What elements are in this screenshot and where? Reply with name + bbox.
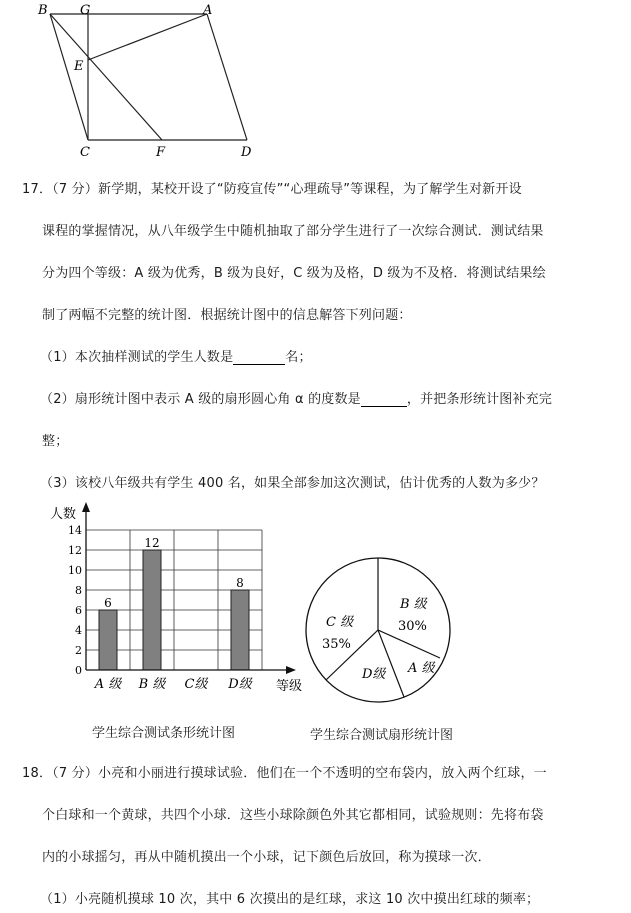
x-tick-label: C级 xyxy=(184,677,208,692)
bar-data-label: 12 xyxy=(144,536,160,550)
point-label-f: F xyxy=(156,145,166,160)
point-label-d: D xyxy=(241,145,252,160)
answer-blank-1[interactable] xyxy=(233,351,285,365)
q18-line-2: 个白球和一个黄球，共四个小球．这些小球除颜色外其它都相同，试验规则：先将布袋 xyxy=(42,808,544,823)
bar xyxy=(99,610,117,670)
pie-chart xyxy=(300,550,480,720)
q17-sub-2-suffix: ，并把条形统计图补充完 xyxy=(406,392,553,407)
y-tick-label: 10 xyxy=(68,564,82,577)
x-tick-label: B 级 xyxy=(138,677,166,692)
y-tick-label: 4 xyxy=(75,624,82,637)
bar-chart-title: 学生综合测试条形统计图 xyxy=(92,726,236,741)
x-tick-label: D级 xyxy=(228,677,252,692)
pie-label-a: A 级 xyxy=(408,661,435,676)
x-tick-label: A 级 xyxy=(94,677,122,692)
segment-ad xyxy=(207,14,247,140)
q17-sub-1 xyxy=(40,346,312,365)
pie-label-c: C 级 xyxy=(326,615,354,630)
y-tick-label: 14 xyxy=(68,524,82,537)
point-label-e: E xyxy=(74,59,84,74)
point-label-a: A xyxy=(203,3,213,18)
pie-value-b: 30% xyxy=(398,619,427,634)
point-label-g: G xyxy=(80,3,91,18)
y-tick-label: 6 xyxy=(75,604,82,617)
q18-line-1: 18．（7 分）小亮和小丽进行摸球试验．他们在一个不透明的空布袋内，放入两个红球，一 xyxy=(22,766,547,781)
bar xyxy=(231,590,249,670)
q17-line-4: 制了两幅不完整的统计图．根据统计图中的信息解答下列问题： xyxy=(42,308,412,323)
y-axis-arrow xyxy=(82,502,90,512)
bar-chart xyxy=(50,500,320,700)
q17-line-1: 17．（7 分）新学期，某校开设了“防疫宣传”“心理疏导”等课程，为了解学生对新开设 xyxy=(22,182,522,197)
bar-data-label: 8 xyxy=(236,576,244,590)
pie-label-b: B 级 xyxy=(400,597,427,612)
y-tick-label: 12 xyxy=(68,544,82,557)
q17-sub-1-text: （1）本次抽样测试的学生人数是 xyxy=(40,350,234,365)
q17-sub-2-cont: 整； xyxy=(42,434,69,449)
segment-ea xyxy=(88,14,207,60)
segment-bf xyxy=(50,14,162,140)
q17-sub-3: （3）该校八年级共有学生 400 名，如果全部参加这次测试，估计优秀的人数为多少？ xyxy=(40,476,545,491)
bar xyxy=(143,550,161,670)
point-label-b: B xyxy=(38,3,48,18)
pie-value-c: 35% xyxy=(322,637,351,652)
y-tick-label: 0 xyxy=(75,664,82,677)
q17-line-2: 课程的掌握情况，从八年级学生中随机抽取了部分学生进行了一次综合测试．测试结果 xyxy=(42,224,544,239)
q18-line-3: 内的小球摇匀，再从中随机摸出一个小球，记下颜色后放回，称为摸球一次． xyxy=(42,850,491,865)
y-tick-label: 8 xyxy=(75,584,82,597)
q17-sub-1-suffix: 名； xyxy=(285,350,312,365)
pie-label-d: D级 xyxy=(362,667,386,682)
y-axis-label: 人数 xyxy=(50,507,77,522)
pie-chart-title: 学生综合测试扇形统计图 xyxy=(310,728,454,743)
point-label-c: C xyxy=(80,145,90,160)
bar-data-label: 6 xyxy=(104,596,112,610)
x-axis-arrow xyxy=(286,666,296,674)
q17-sub-2 xyxy=(40,388,552,407)
geometry-figure xyxy=(0,0,631,165)
q18-sub-1: （1）小亮随机摸球 10 次，其中 6 次摸出的是红球，求这 10 次中摸出红球的频率； xyxy=(40,892,540,907)
q17-sub-2-text: （2）扇形统计图中表示 A 级的扇形圆心角 α 的度数是 xyxy=(40,392,361,407)
answer-blank-2[interactable] xyxy=(361,393,407,407)
segment-cb xyxy=(50,14,88,140)
y-tick-label: 2 xyxy=(75,644,82,657)
x-axis-label: 等级 xyxy=(276,679,303,694)
q17-line-3: 分为四个等级：A 级为优秀，B 级为良好，C 级为及格，D 级为不及格．将测试结果绘 xyxy=(42,266,546,281)
